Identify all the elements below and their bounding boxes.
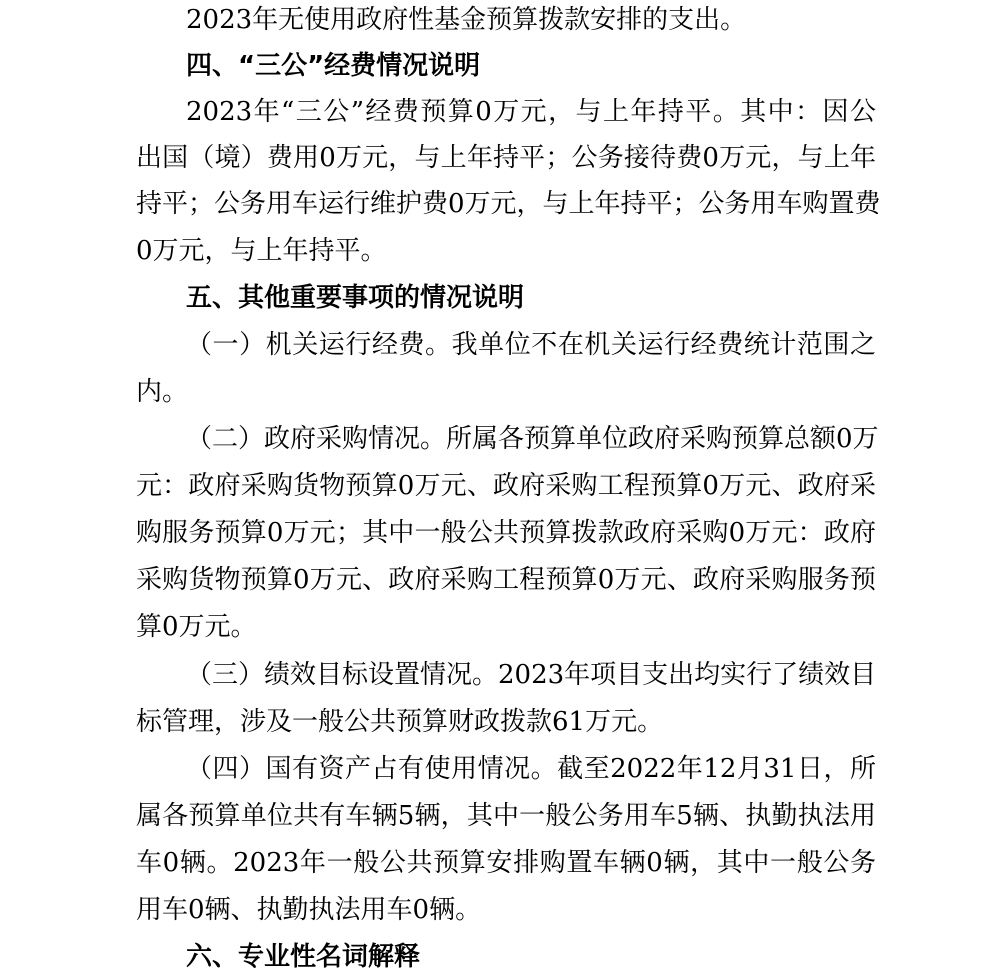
paragraph-assets-line-1: （四）国有资产占有使用情况。截至2022年12月31日，所: [186, 754, 876, 784]
paragraph-assets-line-4: 用车0辆、执勤执法用车0辆。: [136, 895, 482, 925]
paragraph-assets-line-2: 属各预算单位共有车辆5辆，其中一般公务用车5辆、执勤执法用: [136, 801, 876, 831]
paragraph-procurement-line-2: 元：政府采购货物预算0万元、政府采购工程预算0万元、政府采: [136, 471, 876, 501]
paragraph-fund-budget-end: 2023年无使用政府性基金预算拨款安排的支出。: [186, 5, 747, 35]
paragraph-operating-costs-line-1: （一）机关运行经费。我单位不在机关运行经费统计范围之: [186, 330, 876, 360]
section-heading-terminology: 六、专业性名词解释: [186, 942, 421, 972]
paragraph-operating-costs-line-2: 内。: [136, 377, 189, 407]
paragraph-performance-line-2: 标管理，涉及一般公共预算财政拨款61万元。: [136, 707, 664, 737]
section-heading-other-matters: 五、其他重要事项的情况说明: [186, 283, 525, 313]
paragraph-three-public-line-2: 出国（境）费用0万元，与上年持平；公务接待费0万元，与上年: [136, 143, 876, 173]
paragraph-procurement-line-4: 采购货物预算0万元、政府采购工程预算0万元、政府采购服务预: [136, 565, 876, 595]
section-heading-three-public: 四、“三公”经费情况说明: [186, 51, 481, 81]
paragraph-assets-line-3: 车0辆。2023年一般公共预算安排购置车辆0辆，其中一般公务: [136, 848, 876, 878]
paragraph-three-public-line-3: 持平；公务用车运行维护费0万元，与上年持平；公务用车购置费: [136, 189, 881, 219]
paragraph-three-public-line-1: 2023年“三公”经费预算0万元，与上年持平。其中：因公: [186, 97, 876, 127]
paragraph-three-public-line-4: 0万元，与上年持平。: [136, 236, 387, 266]
paragraph-performance-line-1: （三）绩效目标设置情况。2023年项目支出均实行了绩效目: [186, 660, 877, 690]
paragraph-procurement-line-3: 购服务预算0万元；其中一般公共预算拨款政府采购0万元：政府: [136, 518, 876, 548]
paragraph-procurement-line-5: 算0万元。: [136, 612, 257, 642]
paragraph-procurement-line-1: （二）政府采购情况。所属各预算单位政府采购预算总额0万: [186, 424, 879, 454]
